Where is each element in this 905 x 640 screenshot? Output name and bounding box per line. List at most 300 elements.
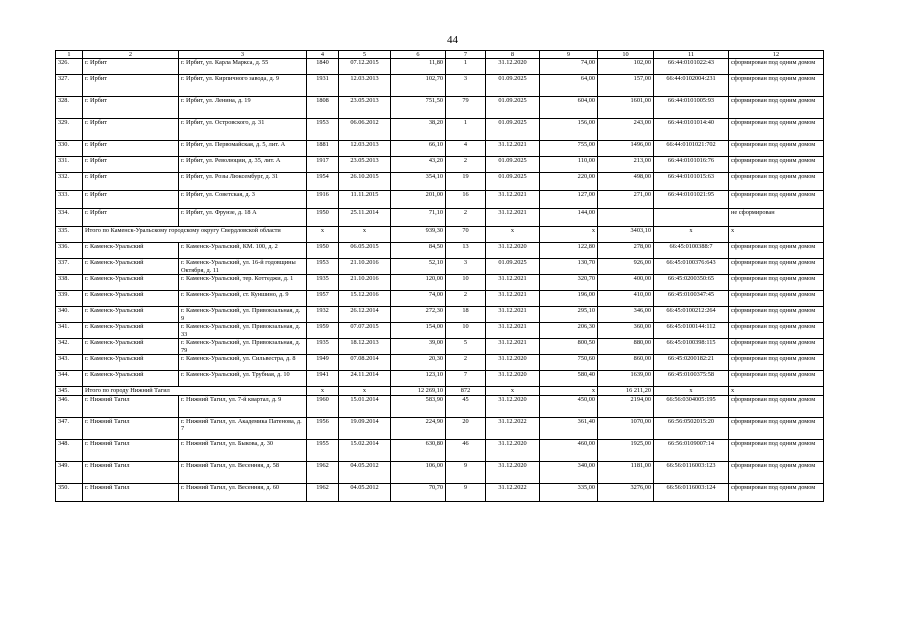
residents-cell: 7 (446, 371, 486, 387)
cadastral-number-cell (654, 209, 729, 227)
value-cell: 110,00 (540, 157, 598, 173)
column-header: 9 (540, 51, 598, 59)
date-cell: 23.05.2013 (339, 97, 391, 119)
municipality-cell: г. Каменск-Уральский (83, 371, 179, 387)
cadastral-number-cell: 66:45:0200350:65 (654, 275, 729, 291)
total-label-cell: Итого по городу Нижний Тагил (83, 387, 307, 395)
row-number: 343. (56, 355, 83, 371)
year-built-cell: 1916 (307, 191, 339, 209)
value-cell: x (540, 387, 598, 395)
cadastral-number-cell: 66:45:0100212:264 (654, 307, 729, 323)
residents-cell: 2 (446, 355, 486, 371)
deadline-cell: 31.12.2021 (486, 339, 540, 355)
value-cell: 400,00 (598, 275, 654, 291)
land-status-cell: сформирован под одним домом (729, 157, 824, 173)
row-number: 333. (56, 191, 83, 209)
value-cell: 64,00 (540, 75, 598, 97)
deadline-cell: 31.12.2021 (486, 191, 540, 209)
land-status-cell: сформирован под одним домом (729, 259, 824, 275)
column-header: 12 (729, 51, 824, 59)
year-built-cell: 1931 (307, 75, 339, 97)
year-built-cell: x (307, 227, 339, 243)
residents-cell: 20 (446, 417, 486, 439)
land-status-cell: сформирован под одним домом (729, 395, 824, 417)
date-cell: 06.05.2015 (339, 243, 391, 259)
row-number: 336. (56, 243, 83, 259)
deadline-cell: 01.09.2025 (486, 259, 540, 275)
area-cell: 71,10 (391, 209, 446, 227)
cadastral-number-cell: 66:56:0116003:124 (654, 483, 729, 501)
cadastral-number-cell: 66:44:0101015:63 (654, 173, 729, 191)
residents-cell: 70 (446, 227, 486, 243)
date-cell: 26.12.2014 (339, 307, 391, 323)
deadline-cell: 01.09.2025 (486, 75, 540, 97)
deadline-cell: 01.09.2025 (486, 157, 540, 173)
address-cell: г. Ирбит, ул. Островского, д. 31 (179, 119, 307, 141)
area-cell: 120,00 (391, 275, 446, 291)
address-cell: г. Каменск-Уральский, ул. Трубная, д. 10 (179, 371, 307, 387)
value-cell: 1496,00 (598, 141, 654, 157)
value-cell: 144,00 (540, 209, 598, 227)
land-status-cell: сформирован под одним домом (729, 75, 824, 97)
cadastral-number-cell: 66:44:0101014:40 (654, 119, 729, 141)
value-cell: 320,70 (540, 275, 598, 291)
row-number: 331. (56, 157, 83, 173)
value-cell (598, 209, 654, 227)
total-label-cell: Итого по Каменск-Уральскому городскому округу Свердловской области (83, 227, 307, 243)
cadastral-number-cell: 66:45:0100347:45 (654, 291, 729, 307)
table-row (56, 119, 824, 141)
row-number: 329. (56, 119, 83, 141)
cadastral-number-cell: x (654, 387, 729, 395)
cadastral-number-cell: 66:45:0100144:112 (654, 323, 729, 339)
area-cell: 123,10 (391, 371, 446, 387)
date-cell: 07.08.2014 (339, 355, 391, 371)
municipality-cell: г. Ирбит (83, 141, 179, 157)
value-cell: 410,00 (598, 291, 654, 307)
row-number: 344. (56, 371, 83, 387)
year-built-cell: 1953 (307, 259, 339, 275)
value-cell: 156,00 (540, 119, 598, 141)
row-number: 326. (56, 59, 83, 75)
table-row (56, 191, 824, 209)
deadline-cell: 31.12.2021 (486, 307, 540, 323)
table-row (56, 59, 824, 75)
land-status-cell: сформирован под одним домом (729, 339, 824, 355)
table-body (56, 51, 824, 502)
cadastral-number-cell: 66:45:0100398:115 (654, 339, 729, 355)
value-cell: 1925,00 (598, 439, 654, 461)
value-cell: 295,10 (540, 307, 598, 323)
land-status-cell: сформирован под одним домом (729, 59, 824, 75)
row-number: 330. (56, 141, 83, 157)
address-cell: г. Ирбит, ул. Карла Маркса, д. 55 (179, 59, 307, 75)
date-cell: 06.06.2012 (339, 119, 391, 141)
value-cell: 1601,00 (598, 97, 654, 119)
column-header: 7 (446, 51, 486, 59)
value-cell: 220,00 (540, 173, 598, 191)
table-row (56, 243, 824, 259)
value-cell: 361,40 (540, 417, 598, 439)
value-cell: 880,00 (598, 339, 654, 355)
residents-cell: 45 (446, 395, 486, 417)
municipality-cell: г. Каменск-Уральский (83, 339, 179, 355)
land-status-cell: сформирован под одним домом (729, 417, 824, 439)
municipality-cell: г. Ирбит (83, 59, 179, 75)
address-cell: г. Каменск-Уральский, ул. Привокзальная, д. 33 (179, 323, 307, 339)
year-built-cell: 1949 (307, 355, 339, 371)
municipality-cell: г. Каменск-Уральский (83, 275, 179, 291)
municipality-cell: г. Каменск-Уральский (83, 355, 179, 371)
residents-cell: 1 (446, 59, 486, 75)
table-row (56, 371, 824, 387)
table-row (56, 157, 824, 173)
deadline-cell: 31.12.2020 (486, 395, 540, 417)
area-cell: 224,90 (391, 417, 446, 439)
municipality-cell: г. Каменск-Уральский (83, 243, 179, 259)
value-cell: 335,00 (540, 483, 598, 501)
year-built-cell: 1959 (307, 323, 339, 339)
value-cell: 860,00 (598, 355, 654, 371)
area-cell: 20,30 (391, 355, 446, 371)
residents-cell: 13 (446, 243, 486, 259)
row-number: 334. (56, 209, 83, 227)
value-cell: 498,00 (598, 173, 654, 191)
row-number: 337. (56, 259, 83, 275)
year-built-cell: x (307, 387, 339, 395)
deadline-cell: 31.12.2020 (486, 59, 540, 75)
residents-cell: 18 (446, 307, 486, 323)
date-cell: 21.10.2016 (339, 275, 391, 291)
residents-cell: 16 (446, 191, 486, 209)
residents-cell: 872 (446, 387, 486, 395)
municipality-cell: г. Каменск-Уральский (83, 259, 179, 275)
deadline-cell: 01.09.2025 (486, 173, 540, 191)
year-built-cell: 1932 (307, 307, 339, 323)
register-table (55, 50, 824, 502)
municipality-cell: г. Каменск-Уральский (83, 323, 179, 339)
address-cell: г. Каменск-Уральский, ул. Привокзальная, д. 9 (179, 307, 307, 323)
row-number: 350. (56, 483, 83, 501)
deadline-cell: 31.12.2020 (486, 243, 540, 259)
area-cell: 272,30 (391, 307, 446, 323)
date-cell: 07.12.2015 (339, 59, 391, 75)
area-cell: 70,70 (391, 483, 446, 501)
area-cell: 74,00 (391, 291, 446, 307)
address-cell: г. Ирбит, ул. Советская, д. 3 (179, 191, 307, 209)
row-number: 349. (56, 461, 83, 483)
land-status-cell: x (729, 227, 824, 243)
value-cell: 1070,00 (598, 417, 654, 439)
cadastral-number-cell: 66:44:0101021:702 (654, 141, 729, 157)
table-row (56, 209, 824, 227)
row-number: 340. (56, 307, 83, 323)
value-cell: 127,00 (540, 191, 598, 209)
area-cell: 154,00 (391, 323, 446, 339)
value-cell: 278,00 (598, 243, 654, 259)
area-cell: 11,80 (391, 59, 446, 75)
column-header: 2 (83, 51, 179, 59)
table-row (56, 75, 824, 97)
land-status-cell: x (729, 387, 824, 395)
column-header: 1 (56, 51, 83, 59)
area-cell: 43,20 (391, 157, 446, 173)
area-cell: 84,50 (391, 243, 446, 259)
row-number: 341. (56, 323, 83, 339)
deadline-cell: 31.12.2021 (486, 275, 540, 291)
value-cell: 122,80 (540, 243, 598, 259)
municipality-cell: г. Ирбит (83, 75, 179, 97)
land-status-cell: сформирован под одним домом (729, 97, 824, 119)
row-number: 346. (56, 395, 83, 417)
cadastral-number-cell: 66:56:0116003:123 (654, 461, 729, 483)
row-number: 335. (56, 227, 83, 243)
residents-cell: 79 (446, 97, 486, 119)
table-row (56, 339, 824, 355)
residents-cell: 9 (446, 461, 486, 483)
address-cell: г. Ирбит, ул. Революции, д. 35, лит. А (179, 157, 307, 173)
year-built-cell: 1935 (307, 339, 339, 355)
area-cell: 102,70 (391, 75, 446, 97)
residents-cell: 19 (446, 173, 486, 191)
year-built-cell: 1917 (307, 157, 339, 173)
address-cell: г. Ирбит, ул. Розы Люксембург, д. 31 (179, 173, 307, 191)
table-row (56, 97, 824, 119)
address-cell: г. Ирбит, ул. Ленина, д. 19 (179, 97, 307, 119)
deadline-cell: 31.12.2022 (486, 483, 540, 501)
date-cell: 11.11.2015 (339, 191, 391, 209)
cadastral-number-cell: 66:44:0101016:76 (654, 157, 729, 173)
total-row (56, 227, 824, 243)
land-status-cell: сформирован под одним домом (729, 141, 824, 157)
address-cell: г. Нижний Тагил, ул. Академика Патенова, д. 7 (179, 417, 307, 439)
year-built-cell: 1935 (307, 275, 339, 291)
municipality-cell: г. Ирбит (83, 157, 179, 173)
cadastral-number-cell: 66:56:0109007:14 (654, 439, 729, 461)
column-header: 10 (598, 51, 654, 59)
value-cell: 3403,10 (598, 227, 654, 243)
column-header: 6 (391, 51, 446, 59)
column-header: 4 (307, 51, 339, 59)
date-cell: 15.01.2014 (339, 395, 391, 417)
page-number: 44 (447, 34, 458, 46)
address-cell: г. Ирбит, ул. Первомайская, д. 5, лит. А (179, 141, 307, 157)
value-cell: 340,00 (540, 461, 598, 483)
table-row (56, 395, 824, 417)
value-cell: 130,70 (540, 259, 598, 275)
table-row (56, 291, 824, 307)
value-cell: 604,00 (540, 97, 598, 119)
value-cell: 16 211,20 (598, 387, 654, 395)
deadline-cell: 31.12.2021 (486, 323, 540, 339)
deadline-cell: 31.12.2021 (486, 141, 540, 157)
row-number: 342. (56, 339, 83, 355)
value-cell: 157,00 (598, 75, 654, 97)
municipality-cell: г. Нижний Тагил (83, 461, 179, 483)
residents-cell: 10 (446, 275, 486, 291)
date-cell: 04.05.2012 (339, 483, 391, 501)
date-cell: 12.03.2013 (339, 141, 391, 157)
value-cell: 346,00 (598, 307, 654, 323)
date-cell: 15.02.2014 (339, 439, 391, 461)
municipality-cell: г. Нижний Тагил (83, 439, 179, 461)
table-row (56, 259, 824, 275)
date-cell: 15.12.2016 (339, 291, 391, 307)
address-cell: г. Каменск-Уральский, ул. Сильвестра, д. 8 (179, 355, 307, 371)
residents-cell: 10 (446, 323, 486, 339)
table-row (56, 323, 824, 339)
land-status-cell: сформирован под одним домом (729, 173, 824, 191)
date-cell: 23.05.2013 (339, 157, 391, 173)
year-built-cell: 1941 (307, 371, 339, 387)
year-built-cell: 1950 (307, 243, 339, 259)
year-built-cell: 1957 (307, 291, 339, 307)
area-cell: 354,10 (391, 173, 446, 191)
year-built-cell: 1955 (307, 439, 339, 461)
table-row (56, 141, 824, 157)
table-row (56, 461, 824, 483)
value-cell: 271,00 (598, 191, 654, 209)
year-built-cell: 1950 (307, 209, 339, 227)
column-header: 8 (486, 51, 540, 59)
cadastral-number-cell: 66:56:0304005:195 (654, 395, 729, 417)
land-status-cell: сформирован под одним домом (729, 191, 824, 209)
value-cell: 755,00 (540, 141, 598, 157)
value-cell: 213,00 (598, 157, 654, 173)
residents-cell: 1 (446, 119, 486, 141)
cadastral-number-cell: x (654, 227, 729, 243)
land-status-cell: сформирован под одним домом (729, 119, 824, 141)
row-number: 327. (56, 75, 83, 97)
year-built-cell: 1840 (307, 59, 339, 75)
municipality-cell: г. Ирбит (83, 119, 179, 141)
municipality-cell: г. Каменск-Уральский (83, 307, 179, 323)
row-number: 328. (56, 97, 83, 119)
area-cell: 12 269,10 (391, 387, 446, 395)
date-cell: 12.03.2013 (339, 75, 391, 97)
land-status-cell: сформирован под одним домом (729, 461, 824, 483)
row-number: 332. (56, 173, 83, 191)
value-cell: 800,50 (540, 339, 598, 355)
cadastral-number-cell: 66:44:0101021:95 (654, 191, 729, 209)
land-status-cell: сформирован под одним домом (729, 291, 824, 307)
year-built-cell: 1962 (307, 483, 339, 501)
residents-cell: 9 (446, 483, 486, 501)
area-cell: 52,10 (391, 259, 446, 275)
date-cell: 21.10.2016 (339, 259, 391, 275)
value-cell: 450,00 (540, 395, 598, 417)
year-built-cell: 1954 (307, 173, 339, 191)
row-number: 345. (56, 387, 83, 395)
residents-cell: 4 (446, 141, 486, 157)
date-cell: 18.12.2013 (339, 339, 391, 355)
area-cell: 630,80 (391, 439, 446, 461)
deadline-cell: 01.09.2025 (486, 97, 540, 119)
land-status-cell: сформирован под одним домом (729, 243, 824, 259)
value-cell: 102,00 (598, 59, 654, 75)
address-cell: г. Каменск-Уральский, ул. 16-й годовщины Октября, д. 11 (179, 259, 307, 275)
address-cell: г. Ирбит, ул. Кирпичного завода, д. 9 (179, 75, 307, 97)
date-cell: 04.05.2012 (339, 461, 391, 483)
municipality-cell: г. Нижний Тагил (83, 483, 179, 501)
deadline-cell: 31.12.2021 (486, 291, 540, 307)
area-cell: 106,00 (391, 461, 446, 483)
address-cell: г. Ирбит, ул. Фрунзе, д. 18 А (179, 209, 307, 227)
year-built-cell: 1953 (307, 119, 339, 141)
area-cell: 39,00 (391, 339, 446, 355)
cadastral-number-cell: 66:44:0101022:43 (654, 59, 729, 75)
residents-cell: 2 (446, 209, 486, 227)
column-header: 3 (179, 51, 307, 59)
land-status-cell: сформирован под одним домом (729, 439, 824, 461)
deadline-cell: x (486, 387, 540, 395)
cadastral-number-cell: 66:56:0502015:20 (654, 417, 729, 439)
area-cell: 751,50 (391, 97, 446, 119)
row-number: 347. (56, 417, 83, 439)
land-status-cell: сформирован под одним домом (729, 355, 824, 371)
deadline-cell: 31.12.2021 (486, 209, 540, 227)
year-built-cell: 1962 (307, 461, 339, 483)
table-row (56, 275, 824, 291)
value-cell: 196,00 (540, 291, 598, 307)
address-cell: г. Нижний Тагил, ул. Быкова, д. 30 (179, 439, 307, 461)
date-cell: 07.07.2015 (339, 323, 391, 339)
date-cell: x (339, 387, 391, 395)
address-cell: г. Каменск-Уральский, ст. Куншино, д. 9 (179, 291, 307, 307)
value-cell: 750,60 (540, 355, 598, 371)
area-cell: 201,00 (391, 191, 446, 209)
table-row (56, 173, 824, 191)
cadastral-number-cell: 66:45:0200182:21 (654, 355, 729, 371)
address-cell: г. Нижний Тагил, ул. Весенняя, д. 60 (179, 483, 307, 501)
municipality-cell: г. Ирбит (83, 97, 179, 119)
deadline-cell: 31.12.2020 (486, 371, 540, 387)
date-cell: 19.09.2014 (339, 417, 391, 439)
address-cell: г. Нижний Тагил, ул. 7-й квартал, д. 9 (179, 395, 307, 417)
municipality-cell: г. Ирбит (83, 191, 179, 209)
table-row (56, 417, 824, 439)
municipality-cell: г. Ирбит (83, 209, 179, 227)
value-cell: 74,00 (540, 59, 598, 75)
address-cell: г. Нижний Тагил, ул. Весенняя, д. 58 (179, 461, 307, 483)
table-row (56, 355, 824, 371)
value-cell: 926,00 (598, 259, 654, 275)
area-cell: 939,30 (391, 227, 446, 243)
residents-cell: 46 (446, 439, 486, 461)
area-cell: 38,20 (391, 119, 446, 141)
total-row (56, 387, 824, 395)
value-cell: 3276,00 (598, 483, 654, 501)
year-built-cell: 1960 (307, 395, 339, 417)
column-header: 11 (654, 51, 729, 59)
municipality-cell: г. Ирбит (83, 173, 179, 191)
year-built-cell: 1808 (307, 97, 339, 119)
land-status-cell: сформирован под одним домом (729, 307, 824, 323)
value-cell: 2194,00 (598, 395, 654, 417)
date-cell: 26.10.2015 (339, 173, 391, 191)
year-built-cell: 1956 (307, 417, 339, 439)
residents-cell: 2 (446, 291, 486, 307)
value-cell: 1639,00 (598, 371, 654, 387)
residents-cell: 3 (446, 259, 486, 275)
land-status-cell: сформирован под одним домом (729, 483, 824, 501)
value-cell: 1181,00 (598, 461, 654, 483)
municipality-cell: г. Каменск-Уральский (83, 291, 179, 307)
residents-cell: 3 (446, 75, 486, 97)
residents-cell: 5 (446, 339, 486, 355)
cadastral-number-cell: 66:45:0100388:7 (654, 243, 729, 259)
land-status-cell: не сформирован (729, 209, 824, 227)
